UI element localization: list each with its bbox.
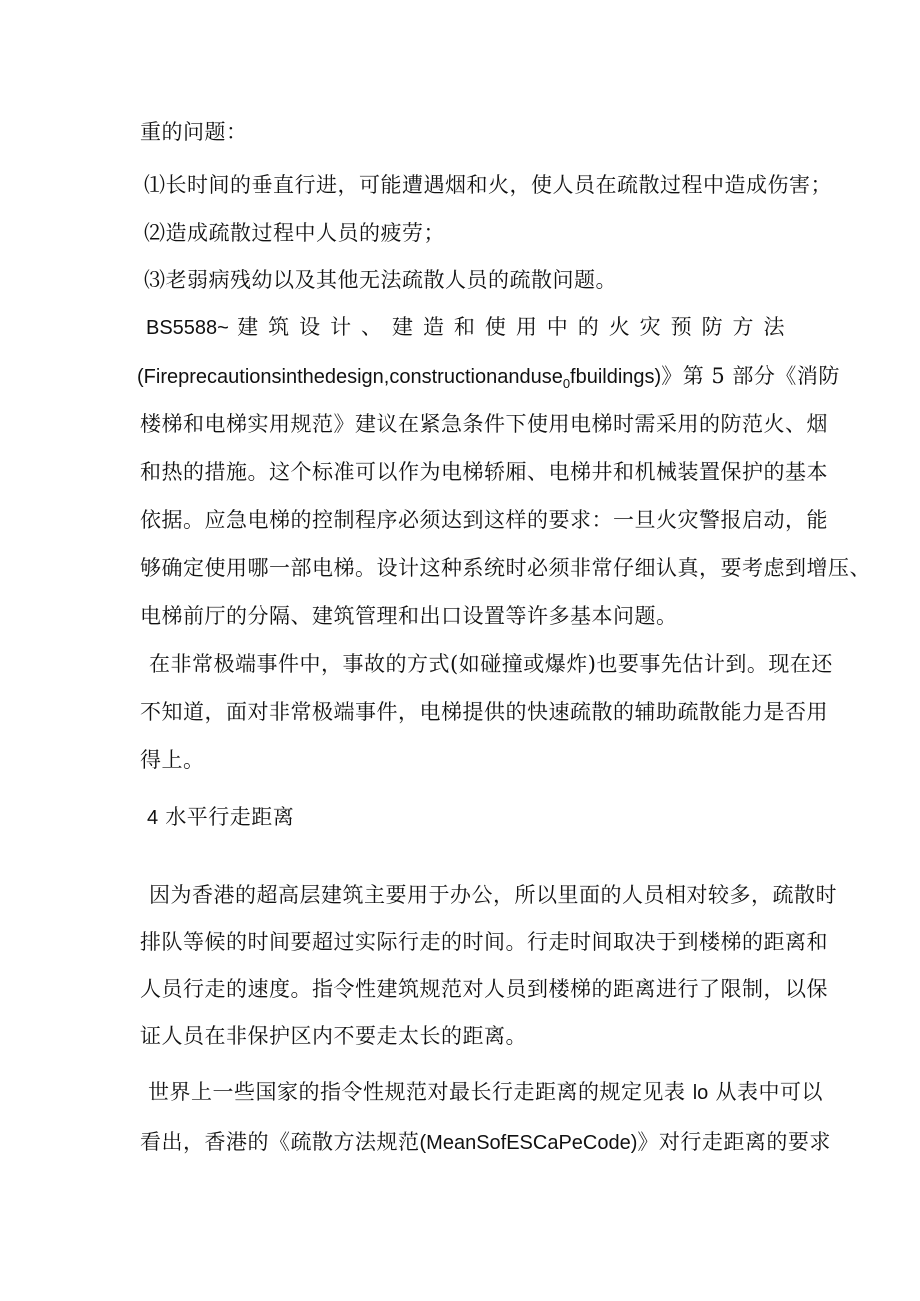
extreme-event-line-1: [149, 649, 833, 679]
bs5588-line-7: [140, 601, 678, 631]
section-title: 水平行走距离: [165, 805, 295, 829]
text-span: 和热的措施。这个标准可以作为电梯轿厢、电梯井和机械装置保护的基本: [140, 460, 828, 484]
world-codes-line-2: [140, 1127, 831, 1158]
standard-title-en: (Fireprecautionsinthedesign,constructionanduse: [137, 366, 563, 388]
text-span: ⑵造成疏散过程中人员的疲劳；: [144, 221, 445, 245]
subscript-text: 0: [562, 376, 571, 391]
text-span: 看出，香港的《疏散方法规范: [140, 1130, 420, 1154]
standard-code: BS5588~: [146, 317, 229, 339]
text-span: 电梯前厅的分隔、建筑管理和出口设置等许多基本问题。: [140, 604, 678, 628]
text-span: 在非常极端事件中，事故的方式(如碰撞或爆炸)也要事先估计到。现在还: [149, 652, 833, 676]
text-span: ⑶老弱病残幼以及其他无法疏散人员的疏散问题。: [144, 268, 617, 292]
text-span: 世界上一些国家的指令性规范对最长行走距离的规定见表: [148, 1080, 686, 1104]
bs5588-line-2: [137, 361, 840, 399]
standard-title-en-end: fbuildings): [570, 366, 662, 388]
section-heading: [147, 802, 294, 833]
list-item-1: [144, 170, 832, 200]
bs5588-line-6: [140, 553, 871, 583]
text-span: 证人员在非保护区内不要走太长的距离。: [140, 1024, 527, 1048]
text-span: 因为香港的超高层建筑主要用于办公，所以里面的人员相对较多，疏散时: [149, 883, 837, 907]
hongkong-line-4: [140, 1021, 527, 1051]
text-span: 够确定使用哪一部电梯。设计这种系统时必须非常仔细认真，要考虑到增压、: [140, 556, 871, 580]
bs5588-line-4: [140, 457, 828, 487]
text-span: 人员行走的速度。指令性建筑规范对人员到楼梯的距离进行了限制，以保: [140, 977, 828, 1001]
bs5588-line-3: [140, 409, 828, 439]
extreme-event-line-3: [140, 745, 205, 775]
hongkong-line-3: [140, 974, 828, 1004]
text-span: 得上。: [140, 748, 205, 772]
text-span: 从表中可以: [715, 1080, 823, 1104]
text-span: ⑴长时间的垂直行进，可能遭遇烟和火，使人员在疏散过程中造成伤害；: [144, 173, 832, 197]
text-span: 》对行走距离的要求: [637, 1130, 831, 1154]
text-span: 》第 5 部分《消防: [661, 364, 840, 388]
code-title-en: (MeanSofESCaPeCode): [419, 1132, 638, 1154]
table-reference: lo: [692, 1082, 709, 1104]
standard-title-cn: 建 筑 设 计 、 建 造 和 使 用 中 的 火 灾 预 防 方 法: [237, 315, 785, 339]
text-span: 排队等候的时间要超过实际行走的时间。行走时间取决于到楼梯的距离和: [140, 930, 828, 954]
extreme-event-line-2: [140, 697, 828, 727]
list-item-3: [144, 265, 617, 295]
text-span: 楼梯和电梯实用规范》建议在紧急条件下使用电梯时需采用的防范火、烟: [140, 412, 828, 436]
world-codes-line-1: [148, 1077, 823, 1108]
text-span: 重的问题：: [140, 120, 248, 144]
paragraph-continuation-line: [140, 117, 248, 147]
text-span: 不知道，面对非常极端事件，电梯提供的快速疏散的辅助疏散能力是否用: [140, 700, 828, 724]
bs5588-line-5: [140, 505, 828, 535]
hongkong-line-2: [140, 927, 828, 957]
text-span: 依据。应急电梯的控制程序必须达到这样的要求：一旦火灾警报启动，能: [140, 508, 828, 532]
list-item-2: [144, 218, 445, 248]
hongkong-line-1: [149, 880, 837, 910]
bs5588-line-1: [146, 312, 785, 343]
section-number: 4: [147, 807, 159, 829]
